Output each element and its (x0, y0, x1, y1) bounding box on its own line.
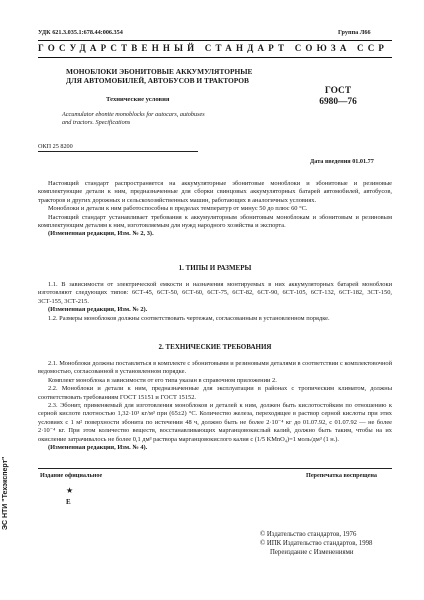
okp-code: ОКП 25 8200 (38, 143, 73, 150)
section-1-body (38, 281, 392, 323)
title-line-1: МОНОБЛОКИ ЭБОНИТОВЫЕ АККУМУЛЯТОРНЫЕ (66, 67, 253, 76)
header-rule-bottom (38, 57, 392, 58)
gost-designation (308, 86, 368, 108)
section-2-heading: 2. ТЕХНИЧЕСКИЕ ТРЕБОВАНИЯ (158, 343, 272, 351)
clause-1-2: 1.2. Размеры моноблоков должны соответствовать чертежам, согласованным в установленном порядке. (48, 314, 330, 322)
clause-2-3-amendment: (Измененная редакция, Изм. № 4). (48, 444, 148, 452)
reprint-prohibited: Перепечатка воспрещена (306, 472, 377, 479)
intro-paragraph: Настоящий стандарт распространяется на аккумуляторные эбонитовые моноблоки и эбонитовые и резиновые комплектующие детали к ним, предназначенные для сборки свинцовых аккумуляторных батарей автомобилей, автобусов, тракторов и других дорожных и сельскохозяйственных машин, работающих в аналогичных условиях. (38, 180, 392, 204)
intro-date: Дата введения 01.01.77 (310, 158, 374, 165)
edition-letter: Е (66, 498, 71, 506)
clause-2-1-note: Комплект моноблока в зависимости от его типа указан в справочном приложении 2. (48, 376, 277, 384)
clause-2-2: 2.2. Моноблоки и детали к ним, предназначенные для эксплуатации в районах с тропическим климатом, должны соответствовать требованиям ГОСТ 15151 и ГОСТ 15152. (38, 385, 392, 401)
intro-paragraph: Моноблоки и детали к ним работоспособны в пределах температур от минус 50 до плюс 60 °С. (48, 205, 308, 213)
gost-number: 6980—76 (319, 97, 357, 107)
subtitle: Технические условия (106, 96, 170, 103)
section-2-body (38, 360, 392, 452)
title-line-2: ДЛЯ АВТОМОБИЛЕЙ, АВТОБУСОВ И ТРАКТОРОВ (66, 76, 249, 85)
side-stamp: ЭС НТИ "Техэксперт" (2, 456, 9, 530)
okp-rule (38, 151, 198, 152)
footer-rule (38, 468, 392, 469)
intro-paragraph: Настоящий стандарт устанавливает требования к аккумуляторным эбонитовым моноблокам и эбонитовым и резиновым комплектующим деталям к ним, изготовляемым для нужд народного хозяйства и экспорта. (38, 213, 392, 230)
english-title-line-2: and tractors. Specifications (62, 119, 131, 126)
clause-2-1: 2.1. Моноблоки должны поставляться в комплекте с эбонитовыми и резиновыми деталями в соответствии с комплектовочной ведомостью, согласованной в установленном порядке. (38, 360, 392, 376)
english-title (62, 111, 205, 127)
intro-amendment: (Измененная редакция, Изм. № 2, 3). (48, 230, 154, 238)
clause-1-1-amendment: (Измененная редакция, Изм. № 2). (48, 306, 148, 314)
clause-1-1: 1.1. В зависимости от электрической емкости и назначения монтируемых в них аккумуляторных батарей моноблоки изготовляют следующих типов: 6СТ-45, 6СТ-50, 6СТ-60, 6СТ-75, 6СТ-82, 6СТ-90, 6СТ-105, 6СТ-132, 6СТ-182, 3СТ-150, 3СТ-155, 3СТ-215. (38, 281, 392, 305)
group-code: Группа Л66 (338, 29, 371, 36)
official-edition: Издание официальное (40, 472, 103, 479)
reissue-note: Переиздание с Изменениями (270, 549, 354, 557)
header-rule-top (38, 40, 392, 41)
star-icon: ★ (66, 486, 74, 495)
copyright-1976: © Издательство стандартов, 1976 (260, 531, 357, 538)
udk-code: УДК 621.3.035.1:678.44:006.354 (38, 29, 123, 36)
document-title (66, 67, 252, 85)
english-title-line-1: Accumulator ebonite monoblocks for autocars, autobuses (62, 111, 205, 118)
clause-2-3: 2.3. Эбонит, применяемый для изготовления моноблоков и деталей к ним, должен быть кислотостойким по отношению к серной кислоте плотностью 1,32·10³ кг/м³ при (65±2) °С. Количество железа, переходящее в раствор серной кислоты при этих условиях с 1 м² поверхности эбонита по истечении 48 ч, должно быть не более 2·10⁻⁴ кг до 01.07.92, с 01.07.92 — не более 2·10⁻⁴ кг. При этом количество веществ, восстанавливающих марганцовокислый калий, должно быть таким, чтобы на их окисление затрачивалось не более 0,1 дм³ раствора марганцовокислого калия с (1/5 KMnO₄)=1 моль/дм³ (1 н.). (38, 402, 392, 443)
state-standard-banner: ГОСУДАРСТВЕННЫЙ СТАНДАРТ СОЮЗА ССР (38, 43, 389, 53)
intro-block (38, 180, 392, 239)
copyright-1998: © ИПК Издательство стандартов, 1998 (260, 540, 373, 548)
gost-label: ГОСТ (324, 86, 352, 96)
section-1-heading: 1. ТИПЫ И РАЗМЕРЫ (178, 264, 252, 272)
copyright-block (260, 530, 372, 558)
